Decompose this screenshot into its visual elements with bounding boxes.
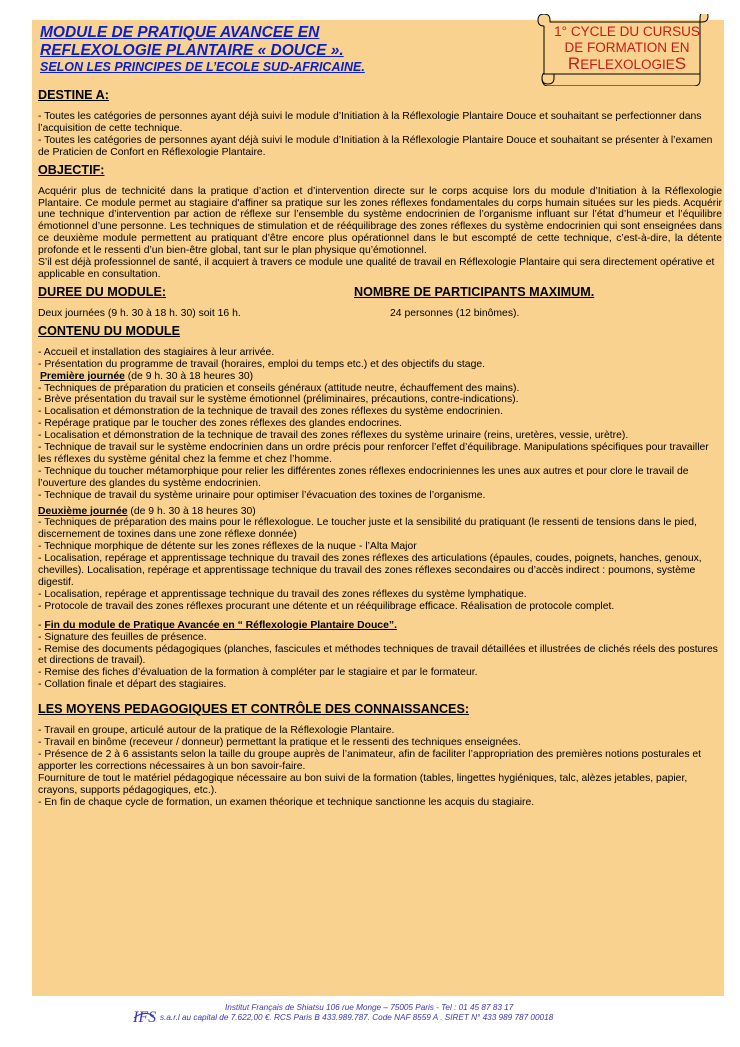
page-footer (0, 1000, 740, 1040)
participants-value: 24 personnes (12 binômes). (390, 307, 520, 319)
destine-heading: DESTINE A: (38, 88, 109, 102)
fin-item-4: - Collation finale et départ des stagiaires. (38, 679, 227, 691)
day1-item-2: - Brève présentation du travail sur le système émotionnel (préliminaires, précautions, contre-indications). (38, 394, 519, 406)
day2-item-5: - Protocole de travail des zones réflexes procurant une détente et un rééquilibrage efficace. Réalisation de protocole complet. (38, 600, 615, 612)
objectif-paragraph-1: Acquérir plus de technicité dans la pratique d’action et d’intervention directe sur le corps acquise lors du module d’Initiation à la Réflexologie Plantaire. Ce module permet au stagiaire d'affiner sa pratique sur les zones réflexes fondamentales du corps humain situées sur les pieds. Acquérir une technique d’intervention par action de réflexe sur l’ensemble du système endocrinien de l’organisme influant sur l’état d’humeur et l’équilibre émotionnel d’une personne. Les techniques de stimulation et de rééquilibrage des zones réflexes du système endocrinien qui sont enseignées dans ce deuxième module permettent au pratiquant d’être encore plus opérationnel dans le but escompté de cette technique, c’est-à-dire, la détente profonde et le ressenti d’un bien-être global, tant sur le plan physique qu’émotionnel. (38, 185, 722, 257)
moyens-heading: LES MOYENS PEDAGOGIQUES ET CONTRÔLE DES CONNAISSANCES: (38, 702, 470, 717)
destine-item-1: - Toutes les catégories de personnes ayant déjà suivi le module d’Initiation à la Réflexologie Plantaire Douce et souhaitant se perfectionner dans l’acquisition de cette technique. (38, 111, 702, 134)
contenu-intro-2: - Présentation du programme de travail (horaires, emploi du temps etc.) et des objectifs du stage. (38, 358, 486, 370)
day1-item-7: - Technique du toucher métamorphique pour relier les différentes zones réflexes endocriniennes les unes aux autres et pour clore le travail de l’ouverture des glandes du système endocrinien. (38, 465, 689, 489)
day2-item-1: - Techniques de préparation des mains pour le réflexologue. Le toucher juste et la sensibilité du pratiquant (le ressenti de tensions dans le pied, discernement de toxines dans une zone réflexe donnée) (38, 517, 697, 541)
duree-value: Deux journées (9 h. 30 à 18 h. 30) soit 16 h. (38, 307, 241, 319)
svg-text:IFS: IFS (133, 1009, 156, 1026)
destine-item-2: - Toutes les catégories de personnes ayant déjà suivi le module d’Initiation à la Réflexologie Plantaire Douce et souhaitant se présenter à l’examen de Praticien de Confort en Réflexologie Plantaire. (38, 134, 713, 158)
fin-header (38, 620, 722, 632)
title-line-1: MODULE DE PRATIQUE AVANCEE EN (40, 24, 320, 41)
day2-item-2: - Technique morphique de détente sur les zones réflexes de la nuque - l’Alta Major (38, 541, 417, 553)
day2-item-4: - Localisation, repérage et apprentissage technique du travail des zones réflexes du système lymphatique. (38, 588, 527, 600)
document-page (32, 20, 724, 996)
participants-column (354, 281, 714, 320)
moyens-item-2: - Travail en binôme (receveur / donneur) permettant la pratique et le ressenti des techniques enseignées. (38, 737, 521, 749)
footer-legal: s.a.r.l au capital de 7.622,00 €. RCS Paris B 433.989.787. Code NAF 8559 A . SIRET N° 433 989 787 00018 (160, 1013, 554, 1022)
day1-title: Première journée (40, 370, 125, 382)
day1-item-1: - Techniques de préparation du praticien et conseils généraux (attitude neutre, échauffement des mains). (38, 382, 520, 394)
footer-address: Institut Français de Shiatsu 106 rue Monge – 75005 Paris - Tel : 01 45 87 83 17 (225, 1003, 514, 1012)
day1-item-5: - Localisation et démonstration de la technique de travail des zones réflexes du système urinaire (reins, uretères, vessie, urètre). (38, 430, 629, 442)
banner-line-3-mid: EFLEXOLOGIE (580, 57, 675, 72)
title-line-2: REFLEXOLOGIE PLANTAIRE « DOUCE ». (40, 42, 344, 59)
day1-header (38, 371, 722, 383)
objectif-paragraph-2: S’il est déjà professionnel de santé, il acquiert à travers ce module une qualité de travail en Réflexologie Plantaire qui sera directement opérative et applicable en consultation. (38, 257, 715, 280)
contenu-heading: CONTENU DU MODULE (38, 323, 181, 338)
moyens-item-4: Fourniture de tout le matériel pédagogique nécessaire au bon suivi de la formation (tables, lingettes hygiéniques, talc, alèzes jetables, papier, crayons, supports pédagogiques, etc.). (38, 772, 688, 796)
banner-text (552, 24, 702, 73)
fin-item-1: - Signature des feuilles de présence. (38, 631, 207, 643)
day1-hours: (de 9 h. 30 à 18 heures 30) (124, 370, 254, 382)
day2-header (38, 506, 722, 518)
institute-logo-icon (132, 1006, 156, 1028)
cycle-banner (534, 14, 712, 86)
banner-line-2: DE FORMATION EN (564, 40, 690, 55)
participants-heading: NOMBRE DE PARTICIPANTS MAXIMUM. (354, 284, 595, 299)
day1-item-4: - Repérage pratique par le toucher des zones réflexes des glandes endocrines. (38, 418, 402, 430)
day1-item-3: - Localisation et démonstration de la technique de travail des zones réflexes du système endocrinien. (38, 406, 503, 418)
title-line-3: SELON LES PRINCIPES DE L’ECOLE SUD-AFRICAINE. (40, 60, 365, 74)
duree-column (38, 281, 354, 320)
document-body (38, 84, 722, 809)
day2-title: Deuxième journée (38, 505, 128, 517)
fin-title: Fin du module de Pratique Avancée en “ Réflexologie Plantaire Douce”. (44, 619, 397, 631)
objectif-heading: OBJECTIF: (38, 162, 105, 177)
fin-item-3: - Remise des fiches d’évaluation de la formation à compléter par le stagiaire et par le formateur. (38, 667, 478, 679)
banner-line-3-suffix: S (674, 54, 687, 73)
document-title (40, 24, 520, 75)
banner-line-3 (552, 56, 702, 73)
fin-item-2: - Remise des documents pédagogiques (planches, fascicules et méthodes techniques de travail détaillées et illustrées de clichés réels des postures et directions de travail). (38, 643, 718, 667)
duree-heading: DUREE DU MODULE: (38, 284, 167, 299)
banner-line-1: 1° CYCLE DU CURSUS (554, 24, 700, 39)
moyens-item-5: - En fin de chaque cycle de formation, un examen théorique et technique sanctionne les acquis du stagiaire. (38, 796, 535, 808)
fin-prefix: - (38, 619, 45, 631)
contenu-intro-1: - Accueil et installation des stagiaires à leur arrivée. (38, 346, 275, 358)
day1-item-6: - Technique de travail sur le système endocrinien dans un ordre précis pour renforcer l’effet d’équilibrage. Manipulations spécifiques pour travailler les réflexes du système génital chez la femme et chez l’homme. (38, 442, 709, 465)
duree-participants-row (38, 281, 722, 320)
day2-hours: (de 9 h. 30 à 18 heures 30) (127, 505, 256, 517)
moyens-item-3: - Présence de 2 à 6 assistants selon la taille du groupe auprès de l’animateur, afin de faciliter l’appropriation des premières notions posturales et apporter les corrections nécessaires à un bon savoir-faire. (38, 748, 702, 772)
moyens-item-1: - Travail en groupe, articulé autour de la pratique de la Réflexologie Plantaire. (38, 725, 395, 737)
day1-item-8: - Technique de travail du système urinaire pour optimiser l’évacuation des toxines de l’organisme. (38, 489, 486, 501)
day2-item-3: - Localisation, repérage et apprentissage technique du travail des zones réflexes des articulations (épaules, coudes, poignets, hanches, genoux, chevilles). Localisation, repérage et apprentissage technique du travail des zones réflexes secondaires ou d’accès indirect : poumons, système digestif. (38, 553, 702, 588)
banner-line-3-prefix: R (567, 54, 581, 73)
